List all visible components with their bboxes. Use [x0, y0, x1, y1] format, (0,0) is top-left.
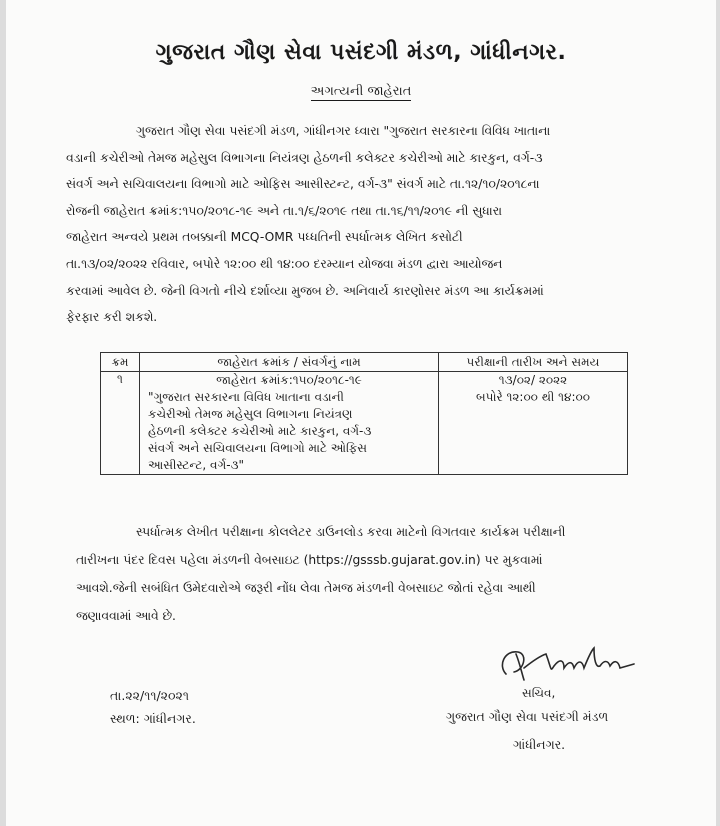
paragraph-line: રોજની જાહેરાત ક્રમાંક:૧૫૦/૨૦૧૮-૧૯ અને તા.૧/૬/૨૦૧૯ તથા તા.૧૬/૧૧/૨૦૧૯ ની સુધારા — [66, 203, 503, 218]
advertisement-number: જાહેરાત ક્રમાંક:૧૫૦/૨૦૧૮-૧૯ — [216, 373, 362, 387]
cadre-line: "ગુજરાત સરકારના વિવિધ ખાતાના વડાની — [148, 390, 344, 404]
paragraph-line: વડાની કચેરીઓ તેમજ મહેસુલ વિભાગના નિયંત્રણ હેઠળની કલેક્ટર કચેરીઓ માટે કારકુન, વર્ગ-૩ — [66, 150, 543, 165]
notice-subtitle — [6, 84, 716, 99]
notice-page — [6, 0, 716, 826]
paragraph-line: ગુજરાત ગૌણ સેવા પસંદગી મંડળ, ગાંધીનગર ધ્વારા "ગુજરાત સરકારના વિવિધ ખાતાના — [136, 124, 551, 138]
organization-city: ગાંધીનગર. — [513, 737, 566, 752]
table-row — [101, 372, 628, 475]
issue-place: સ્થળ: ગાંધીનગર. — [110, 711, 196, 726]
cell-name — [140, 372, 439, 475]
exam-date: ૧૩/૦૨/ ૨૦૨૨ — [498, 373, 568, 387]
paragraph-line: ફેરફાર કરી શકશે. — [66, 310, 158, 325]
notice-paragraph-1 — [66, 118, 690, 331]
paragraph-line: સ્પર્ધાત્મક લેખીત પરીક્ષાના કોલલેટર ડાઉનલોડ કરવા માટેનો વિગતવાર કાર્યક્રમ પરીક્ષાની — [136, 525, 566, 539]
cadre-line: કચેરીઓ તેમજ મહેસુલ વિભાગના નિયંત્રણ — [148, 407, 353, 421]
subtitle-text: અગત્યની જાહેરાત — [310, 84, 412, 99]
column-header-name: જાહેરાત ક્રમાંક / સંવર્ગનું નામ — [140, 353, 439, 372]
cadre-line: આસીસ્ટન્ટ, વર્ગ-૩" — [148, 458, 245, 472]
cadre-line: સંવર્ગ અને સચિવાલયના વિભાગો માટે ઓફિસ — [148, 441, 368, 455]
paragraph-line: જણાવવામાં આવે છે. — [76, 609, 176, 623]
column-header-date: પરીક્ષાની તારીખ અને સમય — [439, 353, 628, 372]
issue-date: તા.૨૨/૧૧/૨૦૨૧ — [110, 688, 189, 703]
paragraph-line: તા.૧૩/૦૨/૨૦૨૨ રવિવાર, બપોરે ૧૨:૦૦ થી ૧૪:૦૦ દરમ્યાન યોજવા મંડળ દ્વારા આયોજન — [66, 256, 503, 271]
cell-date — [439, 372, 628, 475]
paragraph-line: સંવર્ગ અને સચિવાલયના વિભાગો માટે ઓફિસ આસીસ્ટન્ટ, વર્ગ-૩" સંવર્ગ માટે તા.૧૨/૧૦/૨૦૧૮ના — [66, 177, 540, 192]
notice-paragraph-2 — [76, 518, 676, 630]
column-header-no: ક્રમ — [101, 353, 140, 372]
paragraph-line: તારીખના પંદર દિવસ પહેલા મંડળની વેબસાઇટ (https://gsssb.gujarat.gov.in) પર મુકવામાં — [76, 553, 543, 567]
exam-time: બપોરે ૧૨:૦૦ થી ૧૪:૦૦ — [476, 390, 590, 404]
cell-no: ૧ — [101, 372, 140, 475]
designation: સચિવ, — [522, 686, 556, 700]
paragraph-line: આવશે.જેની સબંધિત ઉમેદવારોએ જરૂરી નોંધ લેવા તેમજ મંડળની વેબસાઇટ જોતાં રહેવા આથી — [76, 581, 536, 595]
paragraph-line: જાહેરાત અન્વયે પ્રથમ તબક્કાની MCQ-OMR પધ્ધતિની સ્પર્ધાત્મક લેખિત કસોટી — [66, 230, 463, 245]
cadre-line: હેઠળની કલેક્ટર કચેરીઓ માટે કારકુન, વર્ગ-૩ — [148, 424, 372, 438]
exam-schedule-table — [100, 352, 628, 475]
signature-image — [494, 640, 644, 690]
page-title: ગુજરાત ગૌણ સેવા પસંદગી મંડળ, ગાંધીનગર. — [155, 40, 567, 65]
paragraph-line: કરવામાં આવેલ છે. જેની વિગતો નીચે દર્શાવ્યા મુજબ છે. અનિવાર્ય કારણોસર મંડળ આ કાર્યક્રમમાં — [66, 283, 544, 298]
table-header-row — [101, 353, 628, 372]
issuing-organization: ગુજરાત ગૌણ સેવા પસંદગી મંડળ — [446, 709, 609, 724]
